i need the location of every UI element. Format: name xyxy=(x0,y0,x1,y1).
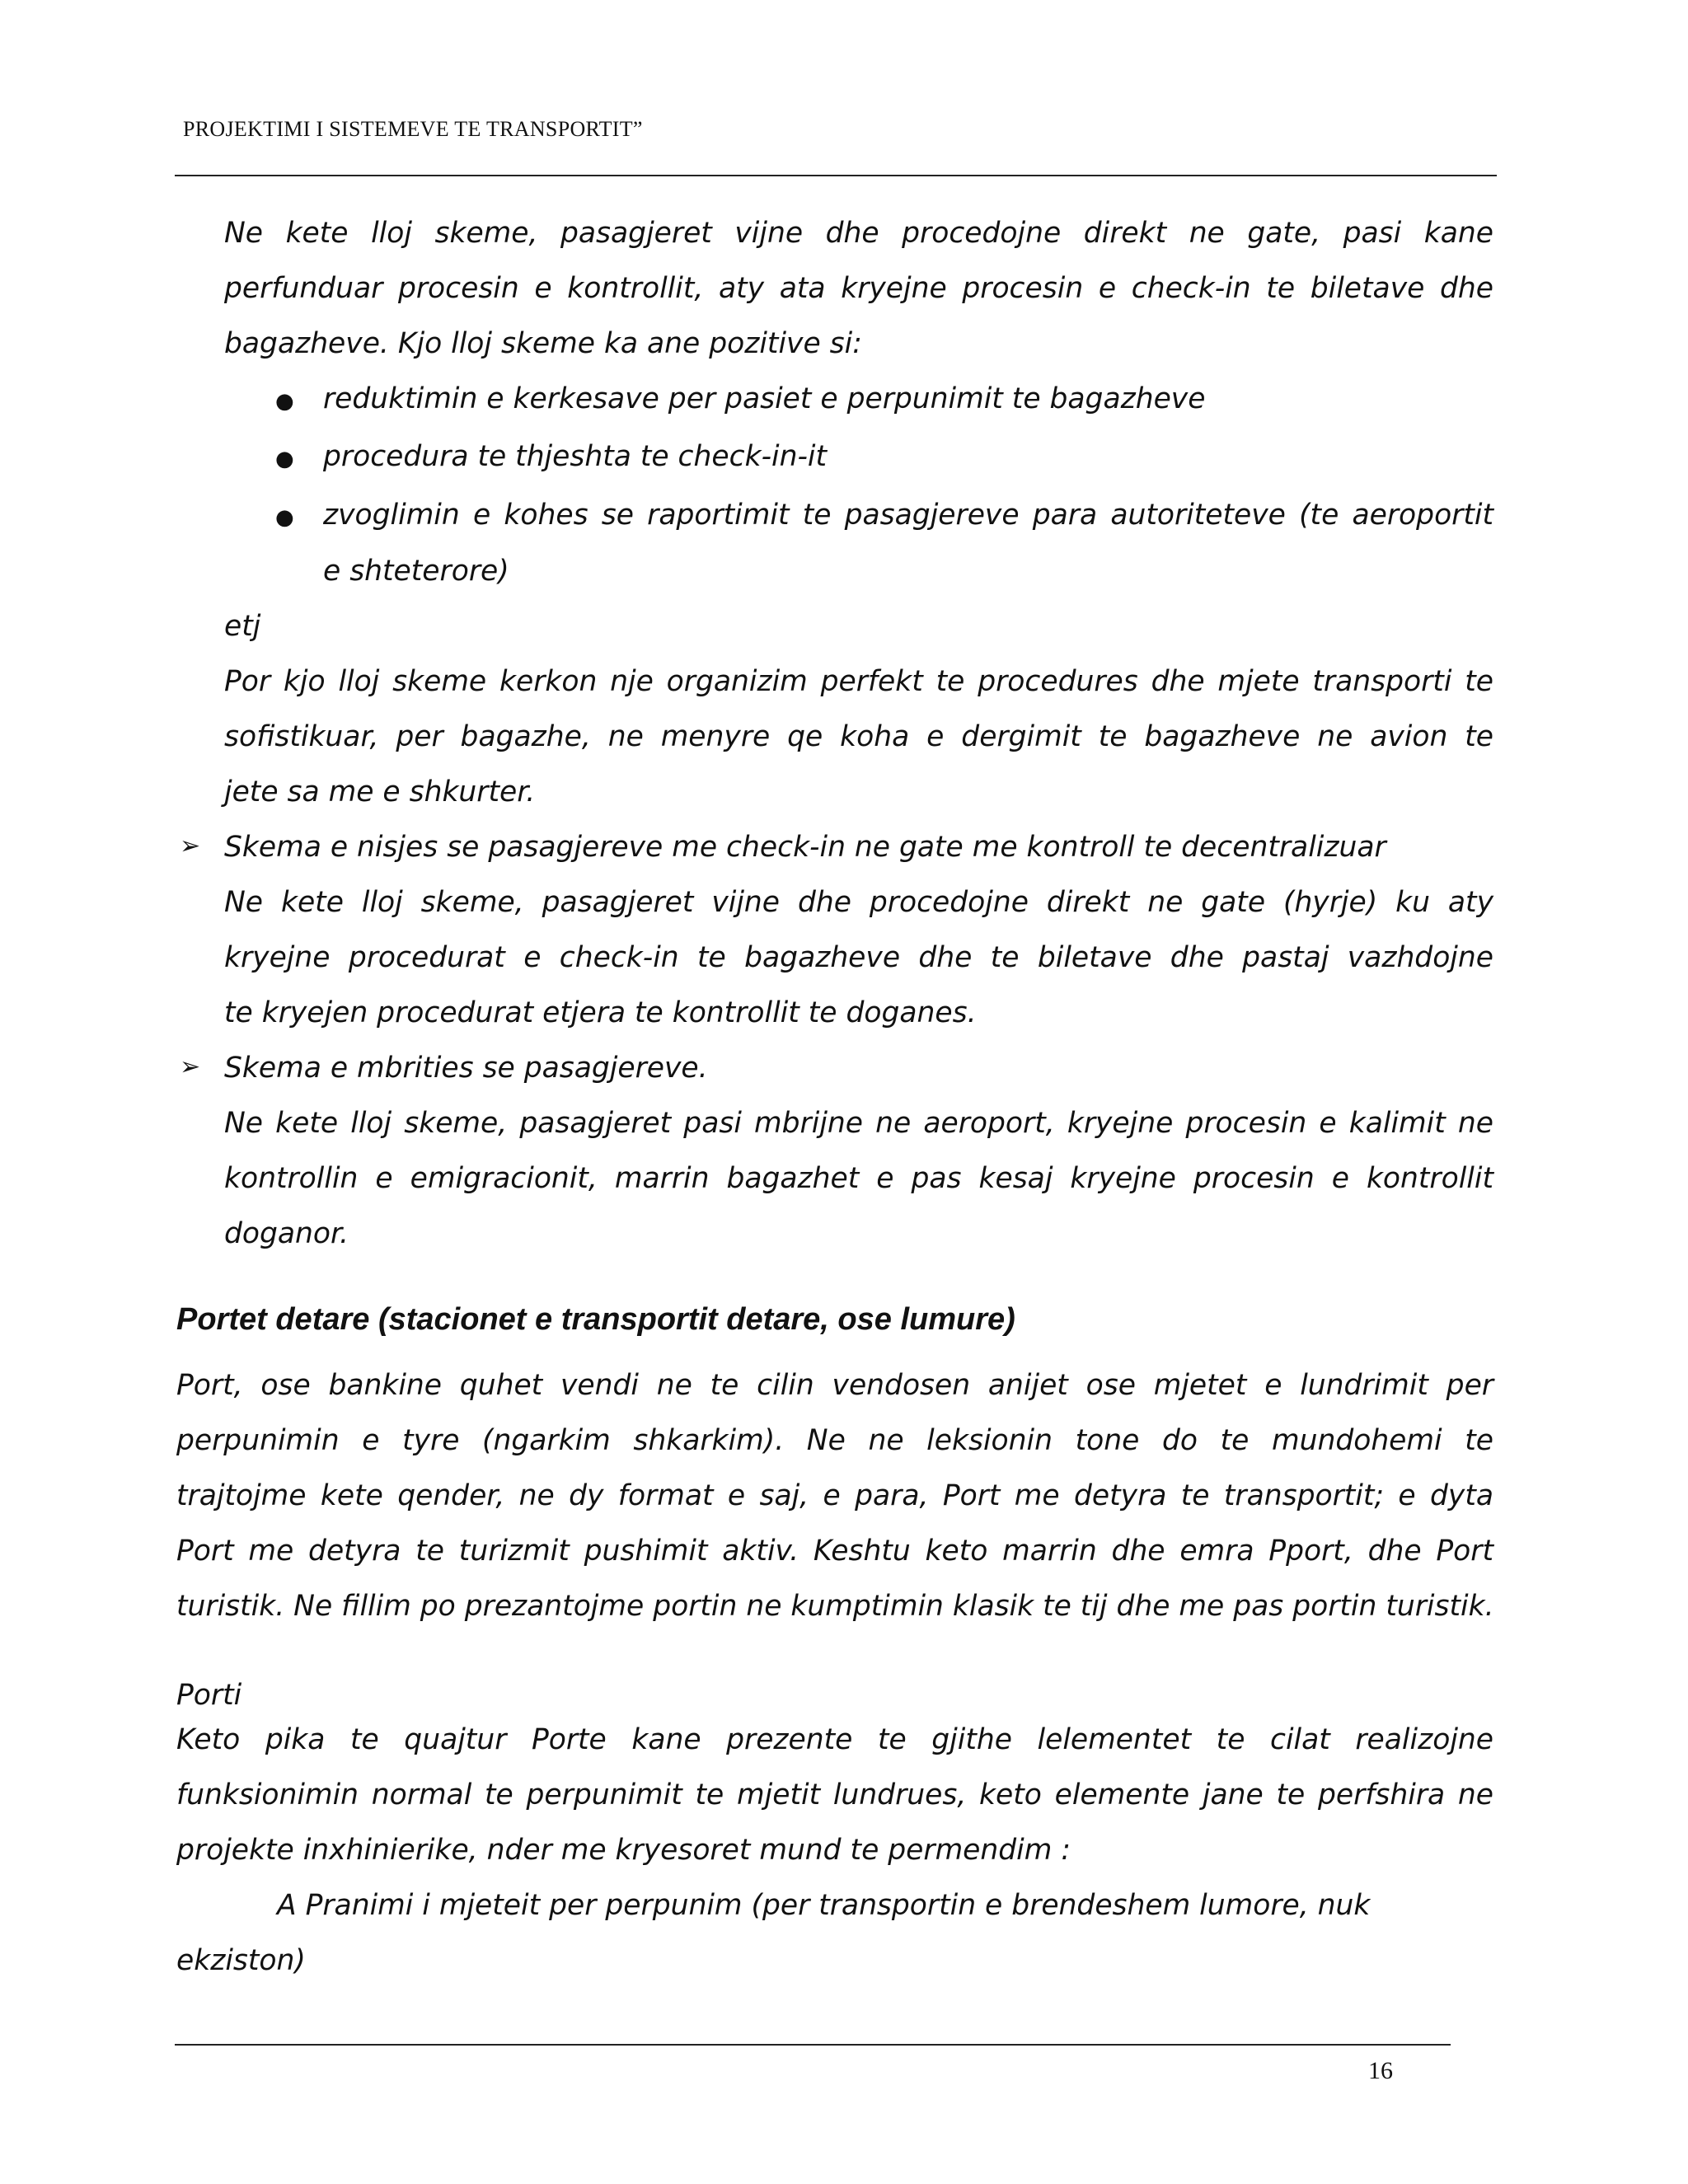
bullet-dot-icon: ● xyxy=(275,505,294,530)
paragraph-line: Por kjo lloj skeme kerkon nje organizim perfekt te procedures dhe mjete transporti te xyxy=(224,665,1493,698)
paragraph-line: te kryejen procedurat etjera te kontrollit te doganes. xyxy=(224,996,977,1029)
paragraph-line: trajtojme kete qender, ne dy format e saj, e para, Port me detyra te transportit; e dyta xyxy=(176,1479,1493,1512)
page-number: 16 xyxy=(1368,2057,1393,2084)
arrow-item-title: Skema e mbrities se pasagjereve. xyxy=(224,1052,708,1085)
page-header-title: PROJEKTIMI I SISTEMEVE TE TRANSPORTIT” xyxy=(183,117,643,141)
paragraph-line: Ne kete lloj skeme, pasagjeret vijne dhe procedojne direkt ne gate, pasi kane xyxy=(224,217,1493,250)
list-item-a-continuation: ekziston) xyxy=(176,1944,306,1977)
paragraph-line: perpunimin e tyre (ngarkim shkarkim). Ne ne leksionin tone do te mundohemi te xyxy=(176,1424,1493,1457)
bullet-dot-icon: ● xyxy=(275,447,294,471)
paragraph-line: Port me detyra te turizmit pushimit aktiv. Keshtu keto marrin dhe emra Pport, dhe Port xyxy=(176,1535,1493,1568)
paragraph-line: kryejne procedurat e check-in te bagazheve dhe te biletave dhe pastaj vazhdojne xyxy=(224,941,1493,974)
arrow-bullet-icon: ➢ xyxy=(180,832,201,860)
paragraph-line: sofistikuar, per bagazhe, ne menyre qe koha e dergimit te bagazheve ne avion te xyxy=(224,720,1493,753)
header-rule xyxy=(175,175,1497,176)
paragraph-line: funksionimin normal te perpunimit te mjetit lundrues, keto elemente jane te perfshira ne xyxy=(176,1779,1493,1811)
paragraph-line: kontrollin e emigracionit, marrin bagazhet e pas kesaj kryejne procesin e kontrollit xyxy=(224,1162,1493,1195)
paragraph-line: doganor. xyxy=(224,1217,349,1250)
footer-rule xyxy=(175,2044,1451,2046)
paragraph-line: Keto pika te quajtur Porte kane prezente te gjithe lelementet te cilat realizojne xyxy=(176,1723,1493,1756)
paragraph-line: projekte inxhinierike, nder me kryesoret mund te permendim : xyxy=(176,1834,1071,1867)
paragraph-line: turistik. Ne fillim po prezantojme portin ne kumptimin klasik te tij dhe me pas portin turistik. xyxy=(176,1590,1494,1623)
porti-label: Porti xyxy=(176,1679,242,1712)
bullet-item: reduktimin e kerkesave per pasiet e perpunimit te bagazheve xyxy=(323,382,1206,415)
paragraph-line: Ne kete lloj skeme, pasagjeret vijne dhe procedojne direkt ne gate (hyrje) ku aty xyxy=(224,886,1493,919)
arrow-item-title: Skema e nisjes se pasagjereve me check-in ne gate me kontroll te decentralizuar xyxy=(224,831,1386,864)
paragraph-line: bagazheve. Kjo lloj skeme ka ane pozitive si: xyxy=(224,327,862,360)
bullet-item: zvoglimin e kohes se raportimit te pasagjereve para autoriteteve (te aeroportit xyxy=(323,499,1493,532)
paragraph-line: Port, ose bankine quhet vendi ne te cilin vendosen anijet ose mjetet e lundrimit per xyxy=(176,1369,1493,1402)
bullet-item: procedura te thjeshta te check-in-it xyxy=(323,440,828,473)
bullet-item-continuation: e shteterore) xyxy=(323,555,509,588)
paragraph-line: jete sa me e shkurter. xyxy=(224,776,536,808)
list-item-a: A Pranimi i mjeteit per perpunim (per transportin e brendeshem lumore, nuk xyxy=(277,1889,1371,1922)
arrow-bullet-icon: ➢ xyxy=(180,1052,201,1081)
section-heading: Portet detare (stacionet e transportit detare, ose lumure) xyxy=(176,1302,1015,1337)
etj-text: etj xyxy=(224,610,261,643)
paragraph-line: perfunduar procesin e kontrollit, aty ata kryejne procesin e check-in te biletave dhe xyxy=(224,272,1493,305)
bullet-dot-icon: ● xyxy=(275,389,294,414)
paragraph-line: Ne kete lloj skeme, pasagjeret pasi mbrijne ne aeroport, kryejne procesin e kalimit ne xyxy=(224,1107,1493,1140)
